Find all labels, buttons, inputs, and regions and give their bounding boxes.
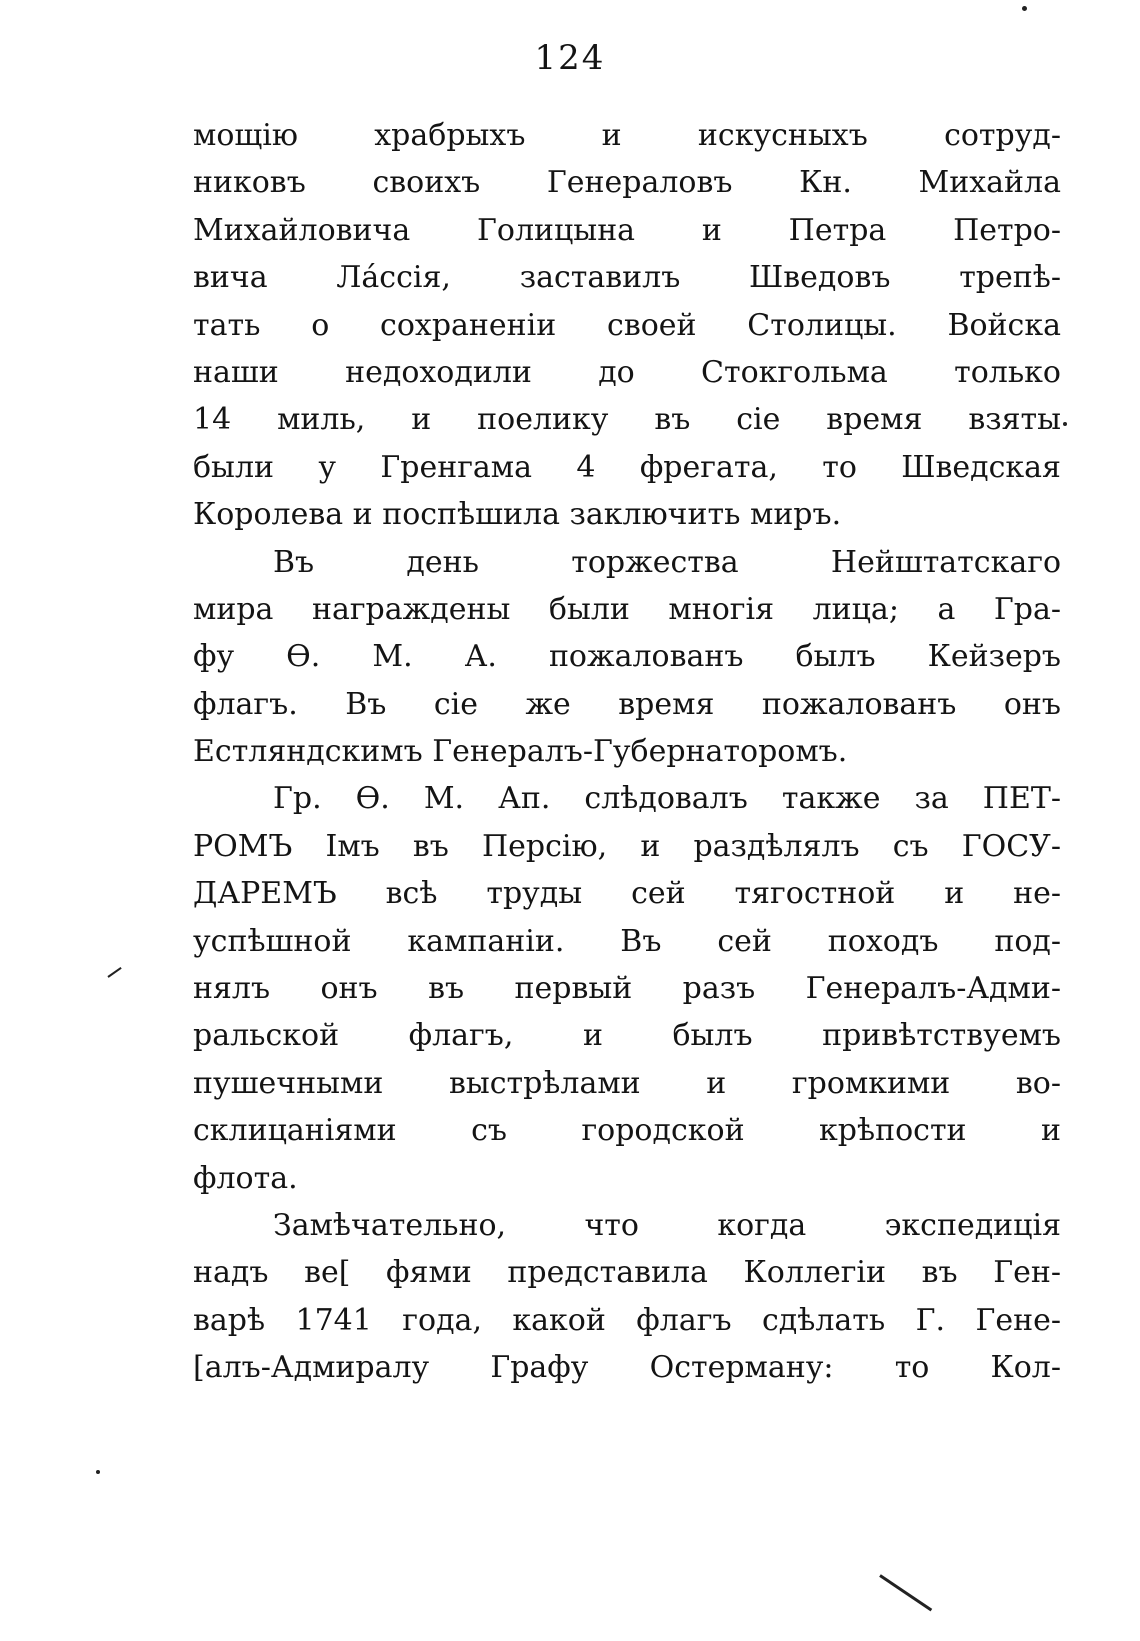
scan-speck [96, 1470, 100, 1474]
text-line: мощію храбрыхъ и искусныхъ сотруд- [193, 118, 1061, 153]
text-line: наши недоходили до Стокгольма только [193, 354, 1061, 390]
text-line: ральской флагъ, и былъ привѣтствуемъ [193, 1018, 1061, 1054]
text-line: Въ день торжества Нейштатскаго [273, 544, 1061, 580]
scan-scratch [107, 967, 121, 978]
text-line: никовъ своихъ Генераловъ Кн. Михайла [193, 165, 1061, 201]
text-line: Михайловича Голицына и Петра Петро- [193, 212, 1061, 248]
text-line: Естляндскимъ Генералъ-Губернаторомъ. [193, 734, 848, 770]
text-line: были у Гренгама 4 фрегата, то Шведская [193, 449, 1061, 485]
text-line: [алъ-Адмиралу Графу Остерману: то Кол- [193, 1350, 1061, 1386]
page-number: 124 [534, 38, 606, 78]
text-line: Королева и поспѣшила заключить миръ. [193, 497, 842, 533]
text-line: нялъ онъ въ первый разъ Генералъ-Адми- [193, 971, 1061, 1007]
text-line: успѣшной кампаніи. Въ сей походъ под- [193, 923, 1061, 959]
scan-scratch [879, 1574, 932, 1611]
text-line: пушечными выстрѣлами и громкими во- [193, 1065, 1061, 1101]
text-line: мира награждены были многія лица; а Гра- [193, 591, 1061, 627]
text-line: фу Ѳ. М. А. пожалованъ былъ Кейзеръ [193, 639, 1061, 675]
scan-speck [1022, 6, 1027, 11]
text-line: Гр. Ѳ. М. Ап. слѣдовалъ также за ПЕТ- [273, 781, 1061, 817]
body-text [193, 112, 1061, 1392]
text-line: флагъ. Въ сіе же время пожалованъ онъ [193, 686, 1061, 722]
text-line: тать о сохраненіи своей Столицы. Войска [193, 307, 1061, 343]
text-line: надъ ве[ фями представила Коллегіи въ Ген- [193, 1255, 1061, 1291]
text-line: флота. [193, 1160, 298, 1196]
text-line: Замѣчательно, что когда экспедиція [273, 1207, 1061, 1243]
text-line: вича Ла́ссія, заставилъ Шведовъ трепѣ- [193, 260, 1061, 296]
scan-speck [1063, 422, 1067, 426]
text-line: варѣ 1741 года, какой флагъ сдѣлать Г. Гене- [193, 1302, 1061, 1338]
text-line: 14 миль, и поелику въ сіе время взяты [193, 402, 1061, 438]
text-line: склицаніями съ городской крѣпости и [193, 1113, 1061, 1149]
text-line: РОМЪ Iмъ въ Персію, и раздѣлялъ съ ГОСУ- [193, 828, 1061, 864]
text-line: ДАРЕМЪ всѣ труды сей тягостной и не- [193, 876, 1061, 912]
